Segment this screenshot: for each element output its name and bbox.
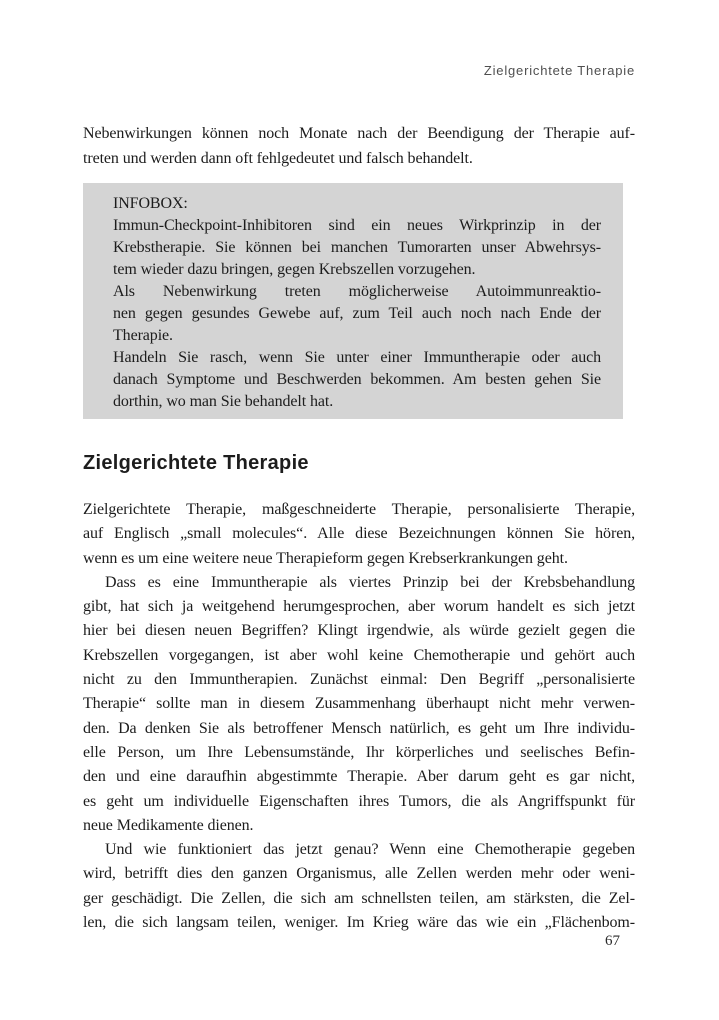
text-line: hier bei diesen neuen Begriffen? Klingt irgendwie, als würde gezielt gegen die: [83, 622, 635, 640]
section-heading: Zielgerichtete Therapie: [83, 452, 309, 474]
text-line: nicht zu den Immuntherapien. Zunächst einmal: Den Begriff „personalisierte: [83, 671, 635, 689]
intro-paragraph: [83, 121, 635, 171]
text-line: wird, betrifft dies den ganzen Organismus, alle Zellen werden mehr oder weni-: [83, 865, 635, 883]
section-body: [83, 498, 635, 935]
text-line: Und wie funktioniert das jetzt genau? Wenn eine Chemotherapie gegeben: [105, 841, 635, 859]
text-line: treten und werden dann oft fehlgedeutet und falsch behandelt.: [83, 150, 473, 167]
text-line: len, die sich langsam teilen, weniger. Im Krieg wäre das wie ein „Flächenbom-: [83, 914, 635, 932]
text-line: Als Nebenwirkung treten möglicherweise Autoimmunreaktio-: [113, 283, 601, 300]
body-paragraph: [83, 498, 635, 571]
body-paragraph: [83, 838, 635, 935]
infobox-paragraph: [113, 215, 601, 281]
infobox-paragraph: [113, 281, 601, 347]
text-line: Handeln Sie rasch, wenn Sie unter einer Immuntherapie oder auch: [113, 349, 601, 366]
text-line: elle Person, um Ihre Lebensumstände, Ihr körperliches und seelisches Befin-: [83, 743, 635, 761]
text-line: Therapie“ sollte man in diesem Zusammenhang überhaupt nicht mehr verwen-: [83, 695, 635, 713]
text-line: den und eine daraufhin abgestimmte Therapie. Aber darum geht es gar nicht,: [83, 768, 635, 786]
text-line: es geht um individuelle Eigenschaften ihres Tumors, die als Angriffspunkt für: [83, 792, 635, 810]
text-line: Nebenwirkungen können noch Monate nach der Beendigung der Therapie auf-: [83, 125, 635, 142]
text-line: ger geschädigt. Die Zellen, die sich am schnellsten teilen, am stärksten, die Zel-: [83, 889, 635, 907]
infobox-paragraph: [113, 347, 601, 413]
text-line: danach Symptome und Beschwerden bekommen. Am besten gehen Sie: [113, 371, 601, 388]
body-paragraph: [83, 571, 635, 838]
infobox-title: INFOBOX:: [113, 195, 188, 212]
text-line: neue Medikamente dienen.: [83, 816, 254, 834]
text-line: Therapie.: [113, 327, 173, 344]
text-line: gibt, hat sich ja weitgehend herumgesprochen, aber worum handelt es sich jetzt: [83, 598, 635, 616]
running-header: Zielgerichtete Therapie: [483, 63, 635, 78]
text-line: Dass es eine Immuntherapie als viertes Prinzip bei der Krebsbehandlung: [105, 573, 635, 591]
infobox: [83, 183, 623, 419]
text-line: Krebszellen vorgegangen, ist aber wohl keine Chemotherapie und gehört auch: [83, 646, 635, 664]
text-line: nen gegen gesundes Gewebe auf, zum Teil auch noch nach Ende der: [113, 305, 601, 322]
text-line: Zielgerichtete Therapie, maßgeschneiderte Therapie, personalisierte Therapie,: [83, 501, 635, 518]
text-line: dorthin, wo man Sie behandelt hat.: [113, 393, 334, 410]
text-line: wenn es um eine weitere neue Therapieform gegen Krebserkrankungen geht.: [83, 549, 568, 567]
page-number: 67: [605, 933, 620, 949]
text-line: tem wieder dazu bringen, gegen Krebszellen vorzugehen.: [113, 261, 476, 278]
text-line: Krebstherapie. Sie können bei manchen Tumorarten unser Abwehrsys-: [113, 239, 601, 256]
text-line: auf Englisch „small molecules“. Alle diese Bezeichnungen können Sie hören,: [83, 525, 635, 543]
text-line: Immun-Checkpoint-Inhibitoren sind ein neues Wirkprinzip in der: [113, 217, 601, 234]
text-line: den. Da denken Sie als betroffener Mensch natürlich, es geht um Ihre individu-: [83, 719, 635, 737]
